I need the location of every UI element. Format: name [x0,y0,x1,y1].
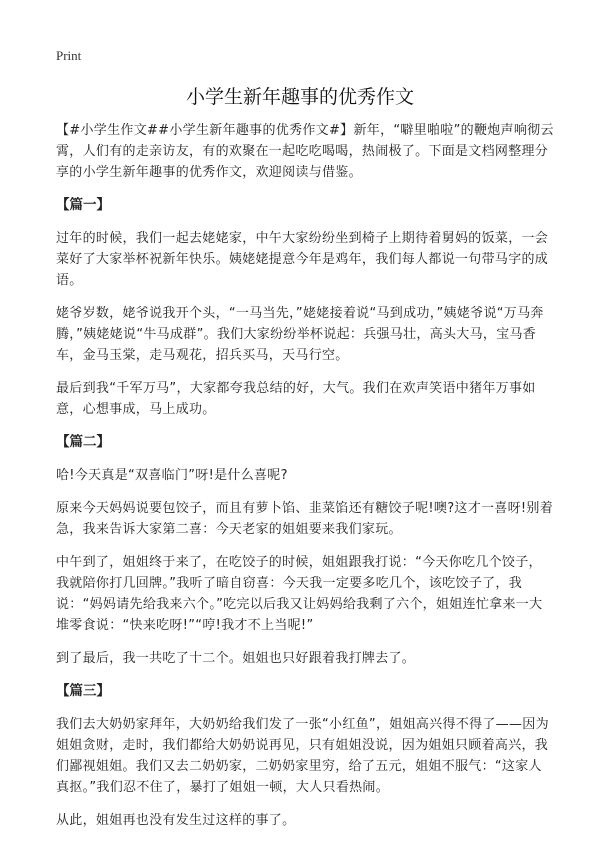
section-2-paragraph-2: 原来今天妈妈说要包饺子，而且有萝卜馅、韭菜馅还有糖饺子呢!噢?这才一喜呀!别着急，我来告诉大家第二喜：今天老家的姐姐要来我们家玩。 [56,501,554,537]
section-1-paragraph-2: 姥爷岁数，姥爷说我开个头，“一马当先，”姥姥接着说“马到成功，”姨姥爷说“万马奔腾，”姨姥姥说“牛马成群”。我们大家纷纷举杯说起：兵强马壮，高头大马，宝马香车，金马玉棠，走马观花，招兵买马，天马行空。 [56,306,544,363]
page-title: 小学生新年趣事的优秀作文 [185,86,414,108]
section-2-paragraph-1: 哈!今天真是“双喜临门”呀!是什么喜呢? [56,468,288,483]
article-body [56,120,554,843]
section-heading-3: 【篇三】 [56,683,110,699]
intro-paragraph: 【#小学生作文##小学生新年趣事的优秀作文#】新年，“噼里啪啦”的鞭炮声响彻云霄，人们有的走亲访友，有的欢聚在一起吃吃喝喝，热闹极了。下面是文档网整理分享的小学生新年趣事的优秀作文，欢迎阅读与借鉴。 [56,123,554,180]
section-2-paragraph-4: 到了最后，我一共吃了十二个。姐姐也只好跟着我打牌去了。 [56,651,416,666]
section-heading-1: 【篇一】 [56,197,110,213]
section-2-paragraph-3: 中午到了，姐姐终于来了，在吃饺子的时候，姐姐跟我打说：“今天你吃几个饺子，我就陪你打几回牌。”我听了暗自窃喜：今天我一定要多吃几个，该吃饺子了，我说：“妈妈请先给我来六个。”吃完以后我又让妈妈给我剩了六个，姐姐连忙拿来一大堆零食说：“快来吃呀!”“哼!我才不上当呢!” [56,555,543,633]
section-1-paragraph-1: 过年的时候，我们一起去姥姥家，中午大家纷纷坐到椅子上期待着舅妈的饭菜，一会菜好了大家举杯祝新年快乐。姨姥姥提意今年是鸡年，我们每人都说一句带马字的成语。 [56,231,549,288]
section-1-paragraph-3: 最后到我“千军万马”，大家都夸我总结的好，大气。我们在欢声笑语中猪年万事如意，心想事成，马上成功。 [56,381,536,417]
section-3-paragraph-2: 从此，姐姐再也没有发生过这样的事了。 [56,813,296,828]
print-link[interactable]: Print [56,48,82,63]
section-heading-2: 【篇二】 [56,434,110,450]
section-3-paragraph-1: 我们去大奶奶家拜年，大奶奶给我们发了一张“小红鱼”，姐姐高兴得不得了——因为姐姐贪财，走时，我们都给大奶奶说再见，只有姐姐没说，因为姐姐只顾着高兴，我们鄙视姐姐。我们又去二奶奶家，二奶奶家里穷，给了五元，姐姐不服气：“这家人真抠。”我们忍不住了，暴打了姐姐一顿，大人只看热闹。 [56,717,549,795]
